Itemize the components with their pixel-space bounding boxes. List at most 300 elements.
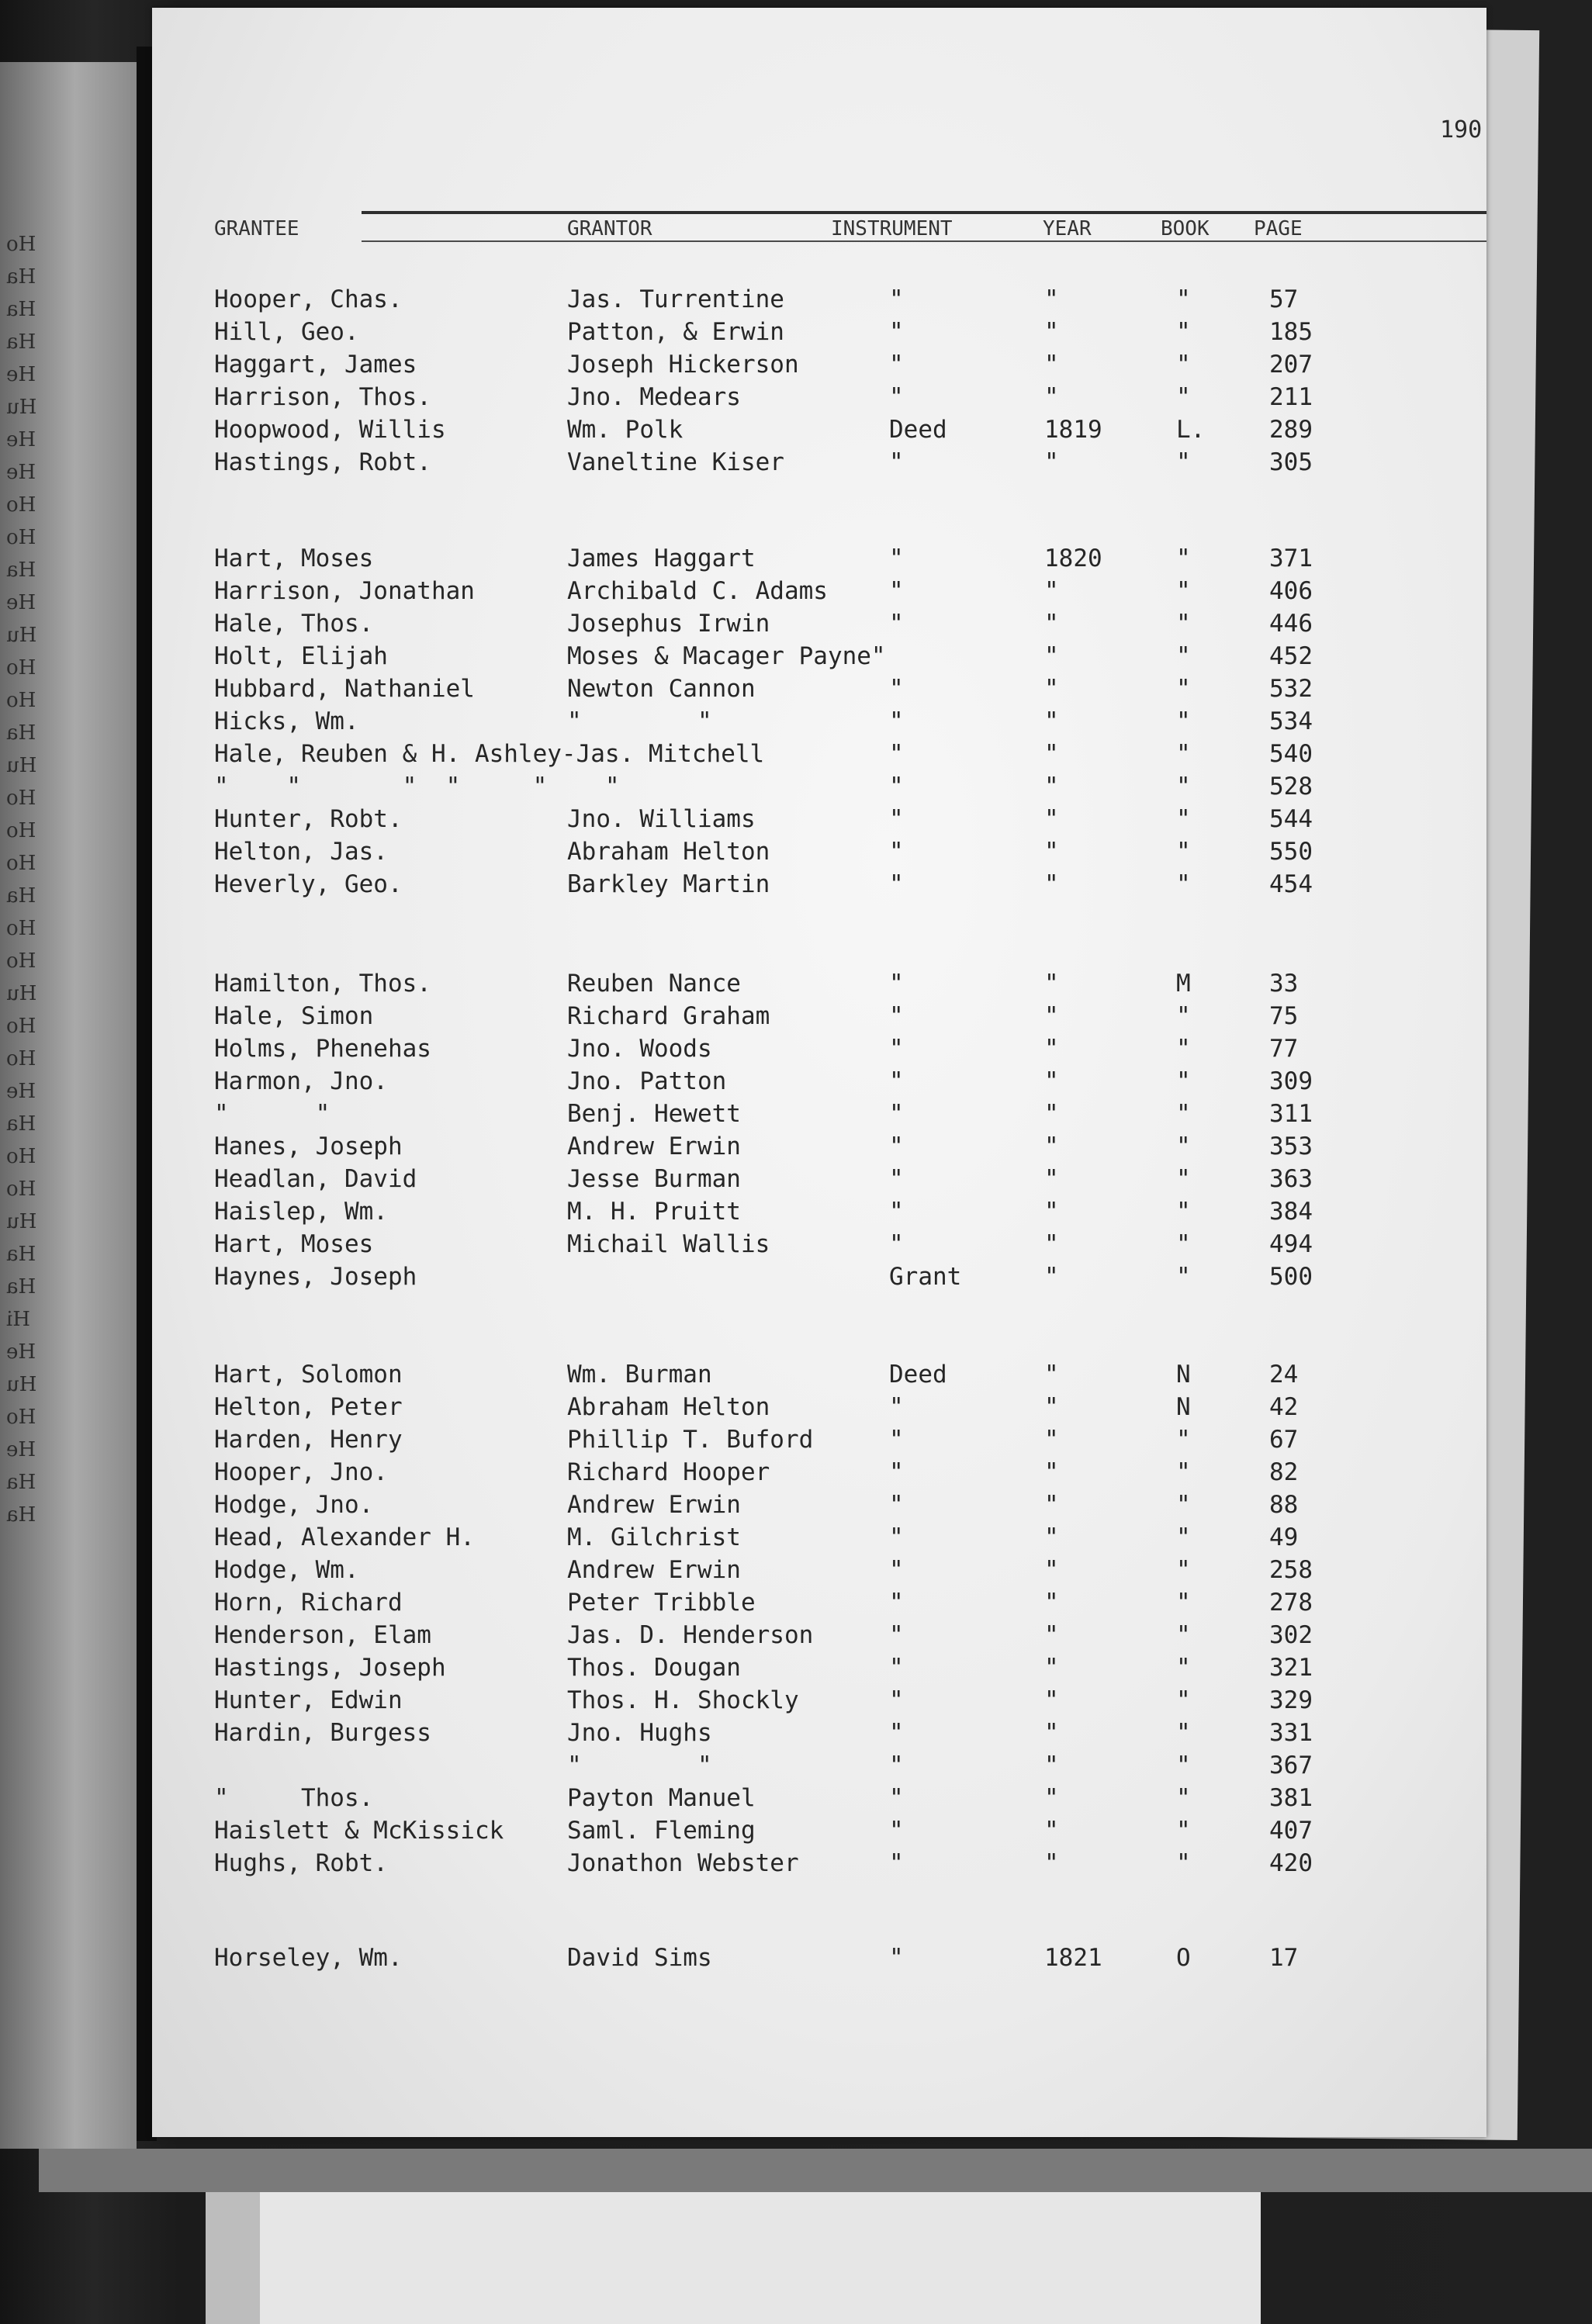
- instrument-cell: ": [889, 1944, 904, 1972]
- page-number: 190: [1440, 116, 1483, 144]
- year-cell: ": [1044, 1686, 1059, 1714]
- year-cell: ": [1044, 642, 1059, 670]
- page-cell: 381: [1269, 1784, 1313, 1812]
- bottom-paper-strip: [206, 2192, 1261, 2324]
- grantor-cell: Thos. Dougan: [567, 1654, 741, 1682]
- book-cell: ": [1176, 1621, 1191, 1649]
- grantee-cell: Hunter, Edwin: [214, 1686, 403, 1714]
- grantee-cell: Hooper, Chas.: [214, 285, 403, 313]
- book-cell: ": [1176, 448, 1191, 476]
- table-row: [152, 1067, 1486, 1098]
- instrument-cell: ": [889, 970, 904, 998]
- page-cell: 67: [1269, 1426, 1299, 1454]
- table-row: [152, 545, 1486, 576]
- year-cell: ": [1044, 1230, 1059, 1258]
- table-row: [152, 1654, 1486, 1685]
- book-cell: ": [1176, 1230, 1191, 1258]
- left-edge-letter: He: [6, 1080, 36, 1103]
- grantor-cell: " ": [567, 1752, 712, 1779]
- table-row: [152, 805, 1486, 836]
- table-row: [152, 1458, 1486, 1489]
- header-rule-bottom: [362, 240, 1486, 242]
- book-cell: ": [1176, 838, 1191, 866]
- instrument-cell: ": [889, 1133, 904, 1160]
- book-cell: M: [1176, 970, 1191, 998]
- grantee-cell: Hart, Moses: [214, 545, 374, 572]
- grantee-cell: Henderson, Elam: [214, 1621, 431, 1649]
- left-edge-letter: Ho: [6, 233, 36, 256]
- grantor-cell: Phillip T. Buford: [567, 1426, 814, 1454]
- year-cell: ": [1044, 577, 1059, 605]
- year-cell: ": [1044, 383, 1059, 411]
- grantor-cell: Barkley Martin: [567, 870, 770, 898]
- year-cell: ": [1044, 1654, 1059, 1682]
- year-cell: ": [1044, 870, 1059, 898]
- grantor-cell: M. H. Pruitt: [567, 1198, 741, 1226]
- grantor-cell: Jno. Williams: [567, 805, 756, 833]
- book-cell: ": [1176, 1523, 1191, 1551]
- book-cell: ": [1176, 740, 1191, 768]
- grantor-cell: Jas. Turrentine: [567, 285, 784, 313]
- left-edge-letter: Ho: [6, 1406, 36, 1429]
- left-edge-letter: He: [6, 1340, 36, 1364]
- year-cell: ": [1044, 1458, 1059, 1486]
- page-cell: 384: [1269, 1198, 1313, 1226]
- instrument-cell: Deed: [889, 1361, 947, 1389]
- table-row: [152, 1198, 1486, 1229]
- grantor-cell: Joseph Hickerson: [567, 351, 799, 379]
- instrument-cell: ": [889, 870, 904, 898]
- header-grantee: GRANTEE: [214, 217, 299, 240]
- page-cell: 278: [1269, 1589, 1313, 1617]
- grantee-cell: Haynes, Joseph: [214, 1263, 417, 1291]
- book-cell: O: [1176, 1944, 1191, 1972]
- table-row: [152, 675, 1486, 706]
- grantor-cell: James Haggart: [567, 545, 756, 572]
- book-cell: ": [1176, 1458, 1191, 1486]
- grantee-cell: Hart, Moses: [214, 1230, 374, 1258]
- instrument-cell: ": [889, 1491, 904, 1519]
- left-edge-letter: Ha: [6, 559, 36, 582]
- grantee-cell: Hubbard, Nathaniel: [214, 675, 475, 703]
- page-cell: 309: [1269, 1067, 1313, 1095]
- table-row: [152, 1719, 1486, 1750]
- page-cell: 258: [1269, 1556, 1313, 1584]
- book-cell: ": [1176, 1165, 1191, 1193]
- instrument-cell: ": [889, 351, 904, 379]
- grantee-cell: Hodge, Wm.: [214, 1556, 359, 1584]
- table-row: [152, 773, 1486, 804]
- left-edge-letter: Ha: [6, 265, 36, 289]
- instrument-cell: ": [889, 577, 904, 605]
- grantee-cell: Hicks, Wm.: [214, 707, 359, 735]
- year-cell: ": [1044, 318, 1059, 346]
- table-row: [152, 1556, 1486, 1587]
- grantor-cell: Michail Wallis: [567, 1230, 770, 1258]
- page-cell: 550: [1269, 838, 1313, 866]
- year-cell: ": [1044, 1002, 1059, 1030]
- page-cell: 452: [1269, 642, 1313, 670]
- instrument-cell: ": [889, 1230, 904, 1258]
- grantee-cell: Hale, Simon: [214, 1002, 374, 1030]
- year-cell: ": [1044, 1556, 1059, 1584]
- grantee-cell: Hardin, Burgess: [214, 1719, 431, 1747]
- grantor-cell: Abraham Helton: [567, 1393, 770, 1421]
- grantor-cell: Benj. Hewett: [567, 1100, 741, 1128]
- page-cell: 75: [1269, 1002, 1299, 1030]
- left-edge-letter: He: [6, 363, 36, 386]
- instrument-cell: ": [889, 448, 904, 476]
- grantee-cell: " Thos.: [214, 1784, 374, 1812]
- page-cell: 329: [1269, 1686, 1313, 1714]
- grantee-cell: Hooper, Jno.: [214, 1458, 388, 1486]
- grantee-cell: Holt, Elijah: [214, 642, 388, 670]
- left-edge-letter: Ho: [6, 1145, 36, 1168]
- page-cell: 33: [1269, 970, 1299, 998]
- page-cell: 331: [1269, 1719, 1313, 1747]
- table-row: [152, 1393, 1486, 1424]
- year-cell: ": [1044, 970, 1059, 998]
- table-row: [152, 351, 1486, 382]
- grantee-cell: Hale, Thos.: [214, 610, 374, 638]
- page-cell: 321: [1269, 1654, 1313, 1682]
- book-cell: ": [1176, 1849, 1191, 1877]
- instrument-cell: ": [889, 1002, 904, 1030]
- grantor-cell: Moses & Macager Payne": [567, 642, 886, 670]
- book-cell: ": [1176, 383, 1191, 411]
- book-cell: ": [1176, 1491, 1191, 1519]
- book-cell: ": [1176, 1784, 1191, 1812]
- grantor-cell: Wm. Burman: [567, 1361, 712, 1389]
- grantee-cell: Horseley, Wm.: [214, 1944, 403, 1972]
- table-row: [152, 1817, 1486, 1848]
- grantor-cell: " ": [567, 707, 712, 735]
- year-cell: ": [1044, 1426, 1059, 1454]
- grantee-cell: Hughs, Robt.: [214, 1849, 388, 1877]
- year-cell: ": [1044, 1198, 1059, 1226]
- grantee-cell: Hodge, Jno.: [214, 1491, 374, 1519]
- left-edge-letter: Ho: [6, 852, 36, 875]
- instrument-cell: ": [889, 1426, 904, 1454]
- left-edge-letter: Ho: [6, 1015, 36, 1038]
- book-cell: ": [1176, 1263, 1191, 1291]
- instrument-cell: ": [889, 1589, 904, 1617]
- grantee-cell: Harrison, Thos.: [214, 383, 431, 411]
- book-cell: N: [1176, 1393, 1191, 1421]
- page-cell: 534: [1269, 707, 1313, 735]
- table-row: [152, 1621, 1486, 1652]
- table-row: [152, 1100, 1486, 1131]
- page-cell: 540: [1269, 740, 1313, 768]
- page-cell: 88: [1269, 1491, 1299, 1519]
- page-cell: 500: [1269, 1263, 1313, 1291]
- year-cell: ": [1044, 1100, 1059, 1128]
- grantee-cell: " " " " " ": [214, 773, 620, 801]
- grantee-cell: Hale, Reuben & H. Ashley-Jas. Mitchell: [214, 740, 765, 768]
- table-row: [152, 318, 1486, 349]
- instrument-cell: ": [889, 1458, 904, 1486]
- page-cell: 446: [1269, 610, 1313, 638]
- page-cell: 420: [1269, 1849, 1313, 1877]
- page-cell: 57: [1269, 285, 1299, 313]
- book-cell: ": [1176, 545, 1191, 572]
- table-row: [152, 1002, 1486, 1033]
- page-cell: 528: [1269, 773, 1313, 801]
- table-row: [152, 1361, 1486, 1392]
- table-row: [152, 577, 1486, 608]
- instrument-cell: ": [889, 1654, 904, 1682]
- book-cell: ": [1176, 318, 1191, 346]
- left-edge-letter: Hu: [6, 1373, 37, 1396]
- table-row: [152, 610, 1486, 641]
- left-edge-letter: Ha: [6, 1471, 36, 1494]
- book-cell: ": [1176, 1002, 1191, 1030]
- grantor-cell: Vaneltine Kiser: [567, 448, 784, 476]
- table-row: [152, 740, 1486, 771]
- page-cell: 544: [1269, 805, 1313, 833]
- year-cell: 1821: [1044, 1944, 1102, 1972]
- year-cell: ": [1044, 1589, 1059, 1617]
- table-row: [152, 448, 1486, 479]
- book-cell: ": [1176, 1752, 1191, 1779]
- year-cell: ": [1044, 1621, 1059, 1649]
- grantor-cell: Archibald C. Adams: [567, 577, 828, 605]
- page-cell: 494: [1269, 1230, 1313, 1258]
- grantee-cell: Hastings, Joseph: [214, 1654, 446, 1682]
- left-edge-letter: Hu: [6, 1210, 37, 1233]
- table-row: [152, 1426, 1486, 1457]
- instrument-cell: ": [889, 318, 904, 346]
- year-cell: ": [1044, 1035, 1059, 1063]
- table-row: [152, 1523, 1486, 1555]
- book-cell: ": [1176, 577, 1191, 605]
- grantor-cell: Jas. D. Henderson: [567, 1621, 814, 1649]
- grantor-cell: Wm. Polk: [567, 416, 684, 444]
- page-cell: 17: [1269, 1944, 1299, 1972]
- table-row: [152, 1165, 1486, 1196]
- page-cell: 207: [1269, 351, 1313, 379]
- grantee-cell: Hill, Geo.: [214, 318, 359, 346]
- grantor-cell: Thos. H. Shockly: [567, 1686, 799, 1714]
- instrument-cell: ": [889, 773, 904, 801]
- year-cell: ": [1044, 740, 1059, 768]
- year-cell: ": [1044, 1817, 1059, 1845]
- instrument-cell: ": [889, 1198, 904, 1226]
- year-cell: ": [1044, 1849, 1059, 1877]
- book-cell: ": [1176, 1100, 1191, 1128]
- page-cell: 82: [1269, 1458, 1299, 1486]
- instrument-cell: ": [889, 1621, 904, 1649]
- page-cell: 302: [1269, 1621, 1313, 1649]
- year-cell: ": [1044, 1165, 1059, 1193]
- left-edge-letter: Hu: [6, 624, 37, 647]
- page-cell: 289: [1269, 416, 1313, 444]
- year-cell: ": [1044, 1133, 1059, 1160]
- table-row: [152, 1491, 1486, 1522]
- grantor-cell: David Sims: [567, 1944, 712, 1972]
- book-cell: ": [1176, 1426, 1191, 1454]
- grantee-cell: Holms, Phenehas: [214, 1035, 431, 1063]
- left-edge-letter: Ha: [6, 1112, 36, 1136]
- header-instrument: INSTRUMENT: [831, 217, 953, 240]
- grantor-cell: Peter Tribble: [567, 1589, 756, 1617]
- grantee-cell: Heverly, Geo.: [214, 870, 403, 898]
- instrument-cell: ": [889, 1035, 904, 1063]
- table-row: [152, 1589, 1486, 1620]
- year-cell: ": [1044, 1523, 1059, 1551]
- instrument-cell: ": [889, 1686, 904, 1714]
- left-edge-letter: Hu: [6, 396, 37, 419]
- instrument-cell: ": [889, 838, 904, 866]
- grantee-cell: Hastings, Robt.: [214, 448, 431, 476]
- instrument-cell: Deed: [889, 416, 947, 444]
- grantor-cell: Andrew Erwin: [567, 1556, 741, 1584]
- book-cell: ": [1176, 1654, 1191, 1682]
- table-row: [152, 1944, 1486, 1975]
- grantee-cell: Horn, Richard: [214, 1589, 403, 1617]
- header-page: PAGE: [1254, 217, 1303, 240]
- book-cell: ": [1176, 1686, 1191, 1714]
- year-cell: ": [1044, 1393, 1059, 1421]
- grantee-cell: Head, Alexander H.: [214, 1523, 475, 1551]
- page-cell: 185: [1269, 318, 1313, 346]
- year-cell: ": [1044, 1491, 1059, 1519]
- page-cell: 49: [1269, 1523, 1299, 1551]
- grantee-cell: Hoopwood, Willis: [214, 416, 446, 444]
- grantor-cell: Payton Manuel: [567, 1784, 756, 1812]
- grantee-cell: Haislett & McKissick: [214, 1817, 504, 1845]
- instrument-cell: ": [889, 1719, 904, 1747]
- book-cell: ": [1176, 1589, 1191, 1617]
- left-edge-letter: Ha: [6, 330, 36, 354]
- left-edge-letter: He: [6, 591, 36, 614]
- left-edge-letter: Ha: [6, 1243, 36, 1266]
- instrument-cell: ": [889, 1784, 904, 1812]
- instrument-cell: ": [889, 285, 904, 313]
- instrument-cell: ": [889, 545, 904, 572]
- book-cell: ": [1176, 773, 1191, 801]
- year-cell: 1819: [1044, 416, 1102, 444]
- year-cell: ": [1044, 1784, 1059, 1812]
- year-cell: ": [1044, 1719, 1059, 1747]
- grantor-cell: Jno. Patton: [567, 1067, 727, 1095]
- page-cell: 77: [1269, 1035, 1299, 1063]
- scanner-bed-bar: [39, 2149, 1592, 2192]
- grantee-cell: Haggart, James: [214, 351, 417, 379]
- table-row: [152, 1035, 1486, 1066]
- left-edge-letter: Ho: [6, 1047, 36, 1070]
- book-cell: ": [1176, 805, 1191, 833]
- grantee-cell: Hanes, Joseph: [214, 1133, 403, 1160]
- left-edge-letter: He: [6, 1438, 36, 1461]
- left-edge-letter: Ho: [6, 493, 36, 517]
- page-cell: 311: [1269, 1100, 1313, 1128]
- year-cell: ": [1044, 351, 1059, 379]
- page-cell: 305: [1269, 448, 1313, 476]
- page-cell: 353: [1269, 1133, 1313, 1160]
- table-row: [152, 1849, 1486, 1880]
- left-edge-letter: Ha: [6, 1275, 36, 1299]
- left-edge-letter: Hi: [6, 1308, 30, 1331]
- header-book: BOOK: [1161, 217, 1210, 240]
- left-edge-letter: He: [6, 428, 36, 451]
- book-cell: ": [1176, 642, 1191, 670]
- page-cell: 211: [1269, 383, 1313, 411]
- header-year: YEAR: [1043, 217, 1092, 240]
- instrument-cell: ": [889, 740, 904, 768]
- book-cell: ": [1176, 675, 1191, 703]
- grantee-cell: " ": [214, 1100, 331, 1128]
- page-cell: 363: [1269, 1165, 1313, 1193]
- year-cell: ": [1044, 1752, 1059, 1779]
- table-row: [152, 285, 1486, 316]
- left-edge-letter: Ho: [6, 526, 36, 549]
- page-cell: 367: [1269, 1752, 1313, 1779]
- instrument-cell: ": [889, 1100, 904, 1128]
- table-row: [152, 1752, 1486, 1783]
- instrument-cell: ": [889, 805, 904, 833]
- grantee-cell: Helton, Peter: [214, 1393, 403, 1421]
- table-row: [152, 1230, 1486, 1261]
- left-edge-letter: Ho: [6, 819, 36, 842]
- book-cell: ": [1176, 1133, 1191, 1160]
- year-cell: ": [1044, 1263, 1059, 1291]
- instrument-cell: ": [889, 707, 904, 735]
- grantor-cell: Saml. Fleming: [567, 1817, 756, 1845]
- grantee-cell: Haislep, Wm.: [214, 1198, 388, 1226]
- table-row: [152, 707, 1486, 738]
- year-cell: ": [1044, 285, 1059, 313]
- instrument-cell: ": [889, 1067, 904, 1095]
- table-row: [152, 642, 1486, 673]
- table-row: [152, 970, 1486, 1001]
- grantee-cell: Harden, Henry: [214, 1426, 403, 1454]
- left-edge-letter: Ha: [6, 1503, 36, 1527]
- left-edge-letter: Hu: [6, 754, 37, 777]
- left-page-edge: [0, 62, 137, 2149]
- left-edge-letter: Hu: [6, 982, 37, 1005]
- table-row: [152, 1686, 1486, 1717]
- grantor-cell: Reuben Nance: [567, 970, 741, 998]
- header-grantor: GRANTOR: [567, 217, 652, 240]
- year-cell: ": [1044, 675, 1059, 703]
- table-row: [152, 838, 1486, 869]
- left-edge-letter: Ho: [6, 787, 36, 810]
- left-edge-letter: Ha: [6, 298, 36, 321]
- book-cell: ": [1176, 610, 1191, 638]
- left-edge-letter: Ha: [6, 884, 36, 908]
- book-cell: ": [1176, 1556, 1191, 1584]
- grantee-cell: Helton, Jas.: [214, 838, 388, 866]
- left-edge-letter: Ho: [6, 1178, 36, 1201]
- grantee-cell: Hamilton, Thos.: [214, 970, 431, 998]
- grantor-cell: Patton, & Erwin: [567, 318, 784, 346]
- year-cell: 1820: [1044, 545, 1102, 572]
- table-row: [152, 416, 1486, 447]
- instrument-cell: ": [889, 1523, 904, 1551]
- book-cell: ": [1176, 285, 1191, 313]
- table-row: [152, 1263, 1486, 1294]
- instrument-cell: Grant: [889, 1263, 962, 1291]
- grantor-cell: Richard Graham: [567, 1002, 770, 1030]
- page-cell: 42: [1269, 1393, 1299, 1421]
- left-edge-letter: Ho: [6, 656, 36, 680]
- left-edge-letter: He: [6, 461, 36, 484]
- book-cell: ": [1176, 870, 1191, 898]
- book-cell: ": [1176, 1067, 1191, 1095]
- page-cell: 454: [1269, 870, 1313, 898]
- book-cell: ": [1176, 1817, 1191, 1845]
